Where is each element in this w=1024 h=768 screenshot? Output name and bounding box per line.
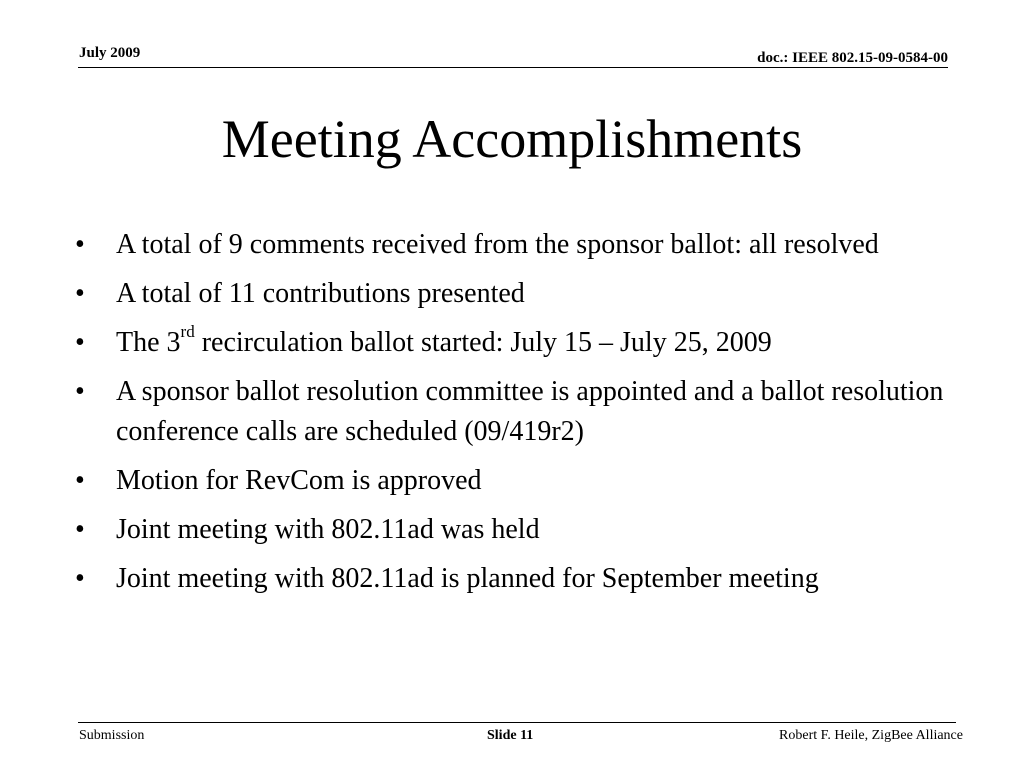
bullet-list	[75, 225, 945, 608]
bullet-item	[75, 510, 945, 550]
slide-title: Meeting Accomplishments	[221, 109, 803, 169]
bullet-item	[75, 274, 945, 314]
bullet-item	[75, 559, 945, 599]
bullet-dot-icon: •	[75, 563, 85, 594]
header-doc-number: doc.: IEEE 802.15-09-0584-00	[757, 50, 948, 66]
bullet-item	[75, 225, 945, 265]
bullet-text: A total of 11 contributions presented	[116, 278, 525, 309]
bullet-text-start: The 3	[116, 327, 181, 358]
footer-slide-number: Slide 11	[487, 728, 534, 743]
footer-author: Robert F. Heile, ZigBee Alliance	[779, 728, 963, 743]
bullet-dot-icon: •	[75, 514, 85, 545]
bullet-item	[75, 372, 945, 452]
bullet-text: Motion for RevCom is approved	[116, 465, 482, 496]
bullet-dot-icon: •	[75, 376, 85, 407]
bullet-text: Joint meeting with 802.11ad was held	[116, 514, 540, 545]
bullet-text: A total of 9 comments received from the sponsor ballot: all resolved	[116, 229, 879, 260]
ordinal-superscript: rd	[180, 321, 195, 341]
bullet-text-end: recirculation ballot started: July 15 – July 25, 2009	[194, 327, 772, 358]
footer-divider	[78, 722, 956, 723]
bullet-dot-icon: •	[75, 229, 85, 260]
bullet-dot-icon: •	[75, 327, 85, 358]
bullet-item	[75, 323, 945, 363]
header-divider	[78, 67, 948, 68]
bullet-dot-icon: •	[75, 465, 85, 496]
bullet-text: Joint meeting with 802.11ad is planned for September meeting	[116, 563, 819, 594]
footer-submission: Submission	[79, 728, 145, 743]
bullet-text: A sponsor ballot resolution committee is appointed and a ballot resolution conference calls are scheduled (09/419r2)	[116, 376, 944, 447]
bullet-item	[75, 461, 945, 501]
bullet-dot-icon: •	[75, 278, 85, 309]
header-date: July 2009	[79, 45, 141, 61]
bullet-text	[116, 321, 772, 358]
